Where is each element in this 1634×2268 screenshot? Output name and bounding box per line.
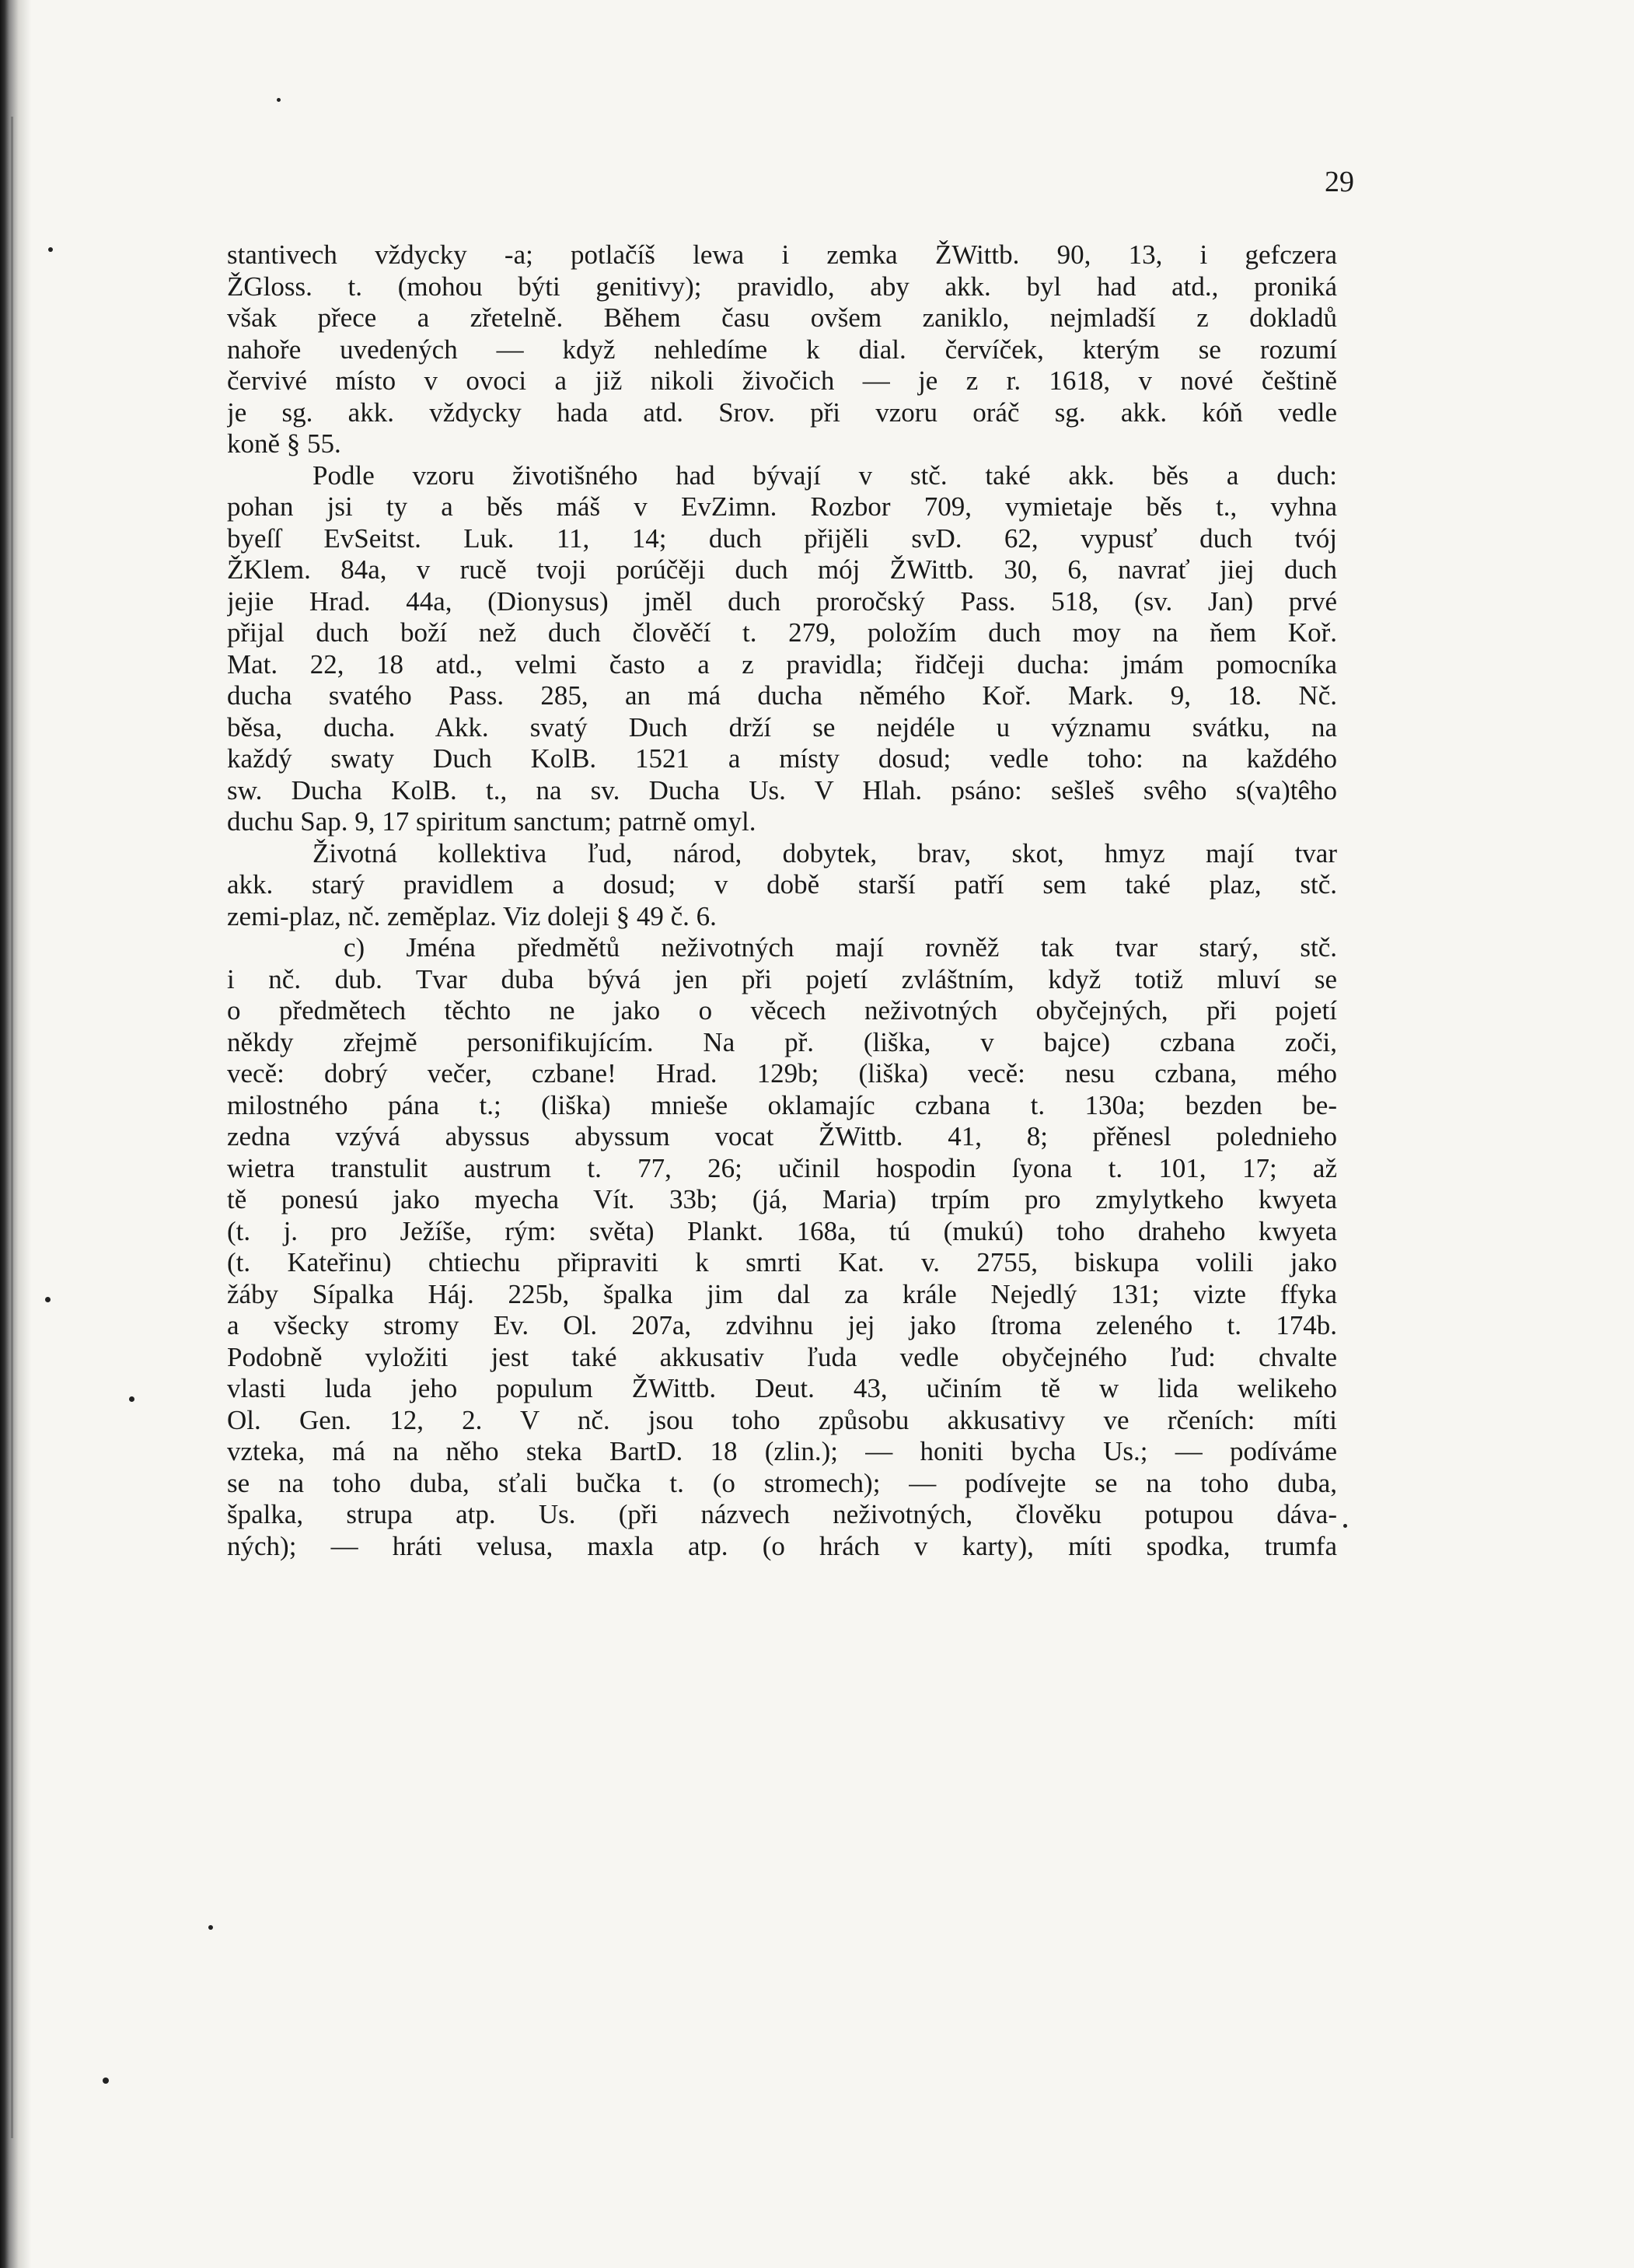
text-line: a všecky stromy Ev. Ol. 207a, zdvihnu jej jako ſtroma zeleného t. 174b. <box>227 1310 1337 1340</box>
text-line: se na toho duba, sťali bučka t. (o stromech); — podívejte se na toho duba, <box>227 1467 1337 1498</box>
margin-speck <box>208 1925 213 1930</box>
text-line: vecě: dobrý večer, czbane! Hrad. 129b; (liška) vecě: nesu czbana, mého <box>227 1058 1337 1089</box>
text-line: byeſſ EvSeitst. Luk. 11, 14; duch přijěli svD. 62, vypusť duch tvój <box>227 522 1337 554</box>
text-line: wietra transtulit austrum t. 77, 26; učinil hospodin ſyona t. 101, 17; až <box>227 1152 1337 1183</box>
margin-speck <box>103 2078 109 2084</box>
gutter-line <box>11 117 13 2138</box>
text-line: Podobně vyložiti jest také akkusativ ľuda vedle obyčejného ľud: chvalte <box>227 1341 1337 1372</box>
text-line: stantivech vždycky -a; potlačíš lewa i zemka ŽWittb. 90, 13, i gefczera <box>227 239 1337 270</box>
text-line: duchu Sap. 9, 17 spiritum sanctum; patrně omyl. <box>227 806 756 837</box>
text-line: zedna vzývá abyssus abyssum vocat ŽWittb. 41, 8; přěnesl polednieho <box>227 1121 1337 1151</box>
margin-speck <box>1343 1524 1347 1528</box>
text-line: Životná kollektiva ľud, národ, dobytek, brav, skot, hmyz mají tvar <box>312 837 1337 868</box>
text-line: někdy zřejmě personifikujícím. Na př. (liška, v bajce) czbana zoči, <box>227 1026 1337 1057</box>
text-line: milostného pána t.; (liška) mnieše oklamajíc czbana t. 130a; bezden be- <box>227 1089 1337 1120</box>
text-line: špalka, strupa atp. Us. (při názvech neživotných, člověku potupou dáva- <box>227 1499 1337 1529</box>
text-line: je sg. akk. vždycky hada atd. Srov. při vzoru oráč sg. akk. kóň vedle <box>227 397 1337 428</box>
text-line: c) Jména předmětů neživotných mají rovněž tak tvar starý, stč. <box>344 932 1337 963</box>
text-line: (t. j. pro Ježíše, rým: světa) Plankt. 168a, tú (mukú) toho draheho kwyeta <box>227 1215 1337 1246</box>
text-line: každý swaty Duch KolB. 1521 a místy dosud; vedle toho: na každého <box>227 743 1337 774</box>
text-line: Podle vzoru životišného had bývají v stč. také akk. běs a duch: <box>312 460 1337 491</box>
text-line: však přece a zřetelně. Během času ovšem zaniklo, nejmladší z dokladů <box>227 302 1337 333</box>
book-spine-shadow <box>0 0 31 2268</box>
text-line: vlasti luda jeho populum ŽWittb. Deut. 43, učiním tě w lida welikeho <box>227 1373 1337 1403</box>
text-line: zemi-plaz, nč. zeměplaz. Viz doleji § 49 č. 6. <box>227 900 717 931</box>
body-text <box>227 239 1337 1562</box>
text-line: vzteka, má na něho steka BartD. 18 (zlin.); — honiti bycha Us.; — podíváme <box>227 1436 1337 1466</box>
text-line: červivé místo v ovoci a již nikoli živočich — je z r. 1618, v nové češtině <box>227 365 1337 396</box>
margin-speck <box>48 247 53 252</box>
text-line: jejie Hrad. 44a, (Dionysus) jměl duch proročský Pass. 518, (sv. Jan) prvé <box>227 585 1337 617</box>
text-line: ŽKlem. 84a, v rucě tvoji porúčěji duch mój ŽWittb. 30, 6, navrať jiej duch <box>227 554 1337 585</box>
text-line: běsa, ducha. Akk. svatý Duch drží se nejdéle u významu svátku, na <box>227 711 1337 743</box>
margin-speck <box>277 98 281 102</box>
text-line: nahoře uvedených — když nehledíme k dial. červíček, kterým se rozumí <box>227 334 1337 365</box>
text-line: o předmětech těchto ne jako o věcech neživotných obyčejných, při pojetí <box>227 995 1337 1026</box>
text-line: sw. Ducha KolB. t., na sv. Ducha Us. V Hlah. psáno: sešleš svêho s(va)têho <box>227 774 1337 806</box>
text-line: i nč. dub. Tvar duba bývá jen při pojetí zvláštním, když totiž mluví se <box>227 963 1337 994</box>
text-line: akk. starý pravidlem a dosud; v době starší patří sem také plaz, stč. <box>227 869 1337 900</box>
text-line: tě ponesú jako myecha Vít. 33b; (já, Maria) trpím pro zmylytkeho kwyeta <box>227 1184 1337 1214</box>
text-line: koně § 55. <box>227 428 341 459</box>
margin-speck <box>45 1297 51 1302</box>
text-line: pohan jsi ty a běs máš v EvZimn. Rozbor 709, vymietaje běs t., vyhna <box>227 491 1337 522</box>
text-line: Mat. 22, 18 atd., velmi často a z pravidla; řidčeji ducha: jmám pomocníka <box>227 648 1337 680</box>
text-line: ducha svatého Pass. 285, an má ducha němého Koř. Mark. 9, 18. Nč. <box>227 680 1337 711</box>
page-number: 29 <box>1325 166 1354 198</box>
text-line: přijal duch boží než duch člověčí t. 279, položím duch moy na ňem Koř. <box>227 617 1337 648</box>
margin-speck <box>129 1396 134 1402</box>
text-line: Ol. Gen. 12, 2. V nč. jsou toho způsobu akkusativy ve rčeních: míti <box>227 1404 1337 1435</box>
text-line: (t. Kateřinu) chtiechu připraviti k smrti Kat. v. 2755, biskupa volili jako <box>227 1247 1337 1277</box>
text-line: žáby Sípalka Háj. 225b, špalka jim dal za krále Nejedlý 131; vizte ffyka <box>227 1278 1337 1309</box>
text-line: ných); — hráti velusa, maxla atp. (o hrách v karty), míti spodka, trumfa <box>227 1530 1337 1561</box>
text-line: ŽGloss. t. (mohou býti genitivy); pravidlo, aby akk. byl had atd., proniká <box>227 271 1337 302</box>
